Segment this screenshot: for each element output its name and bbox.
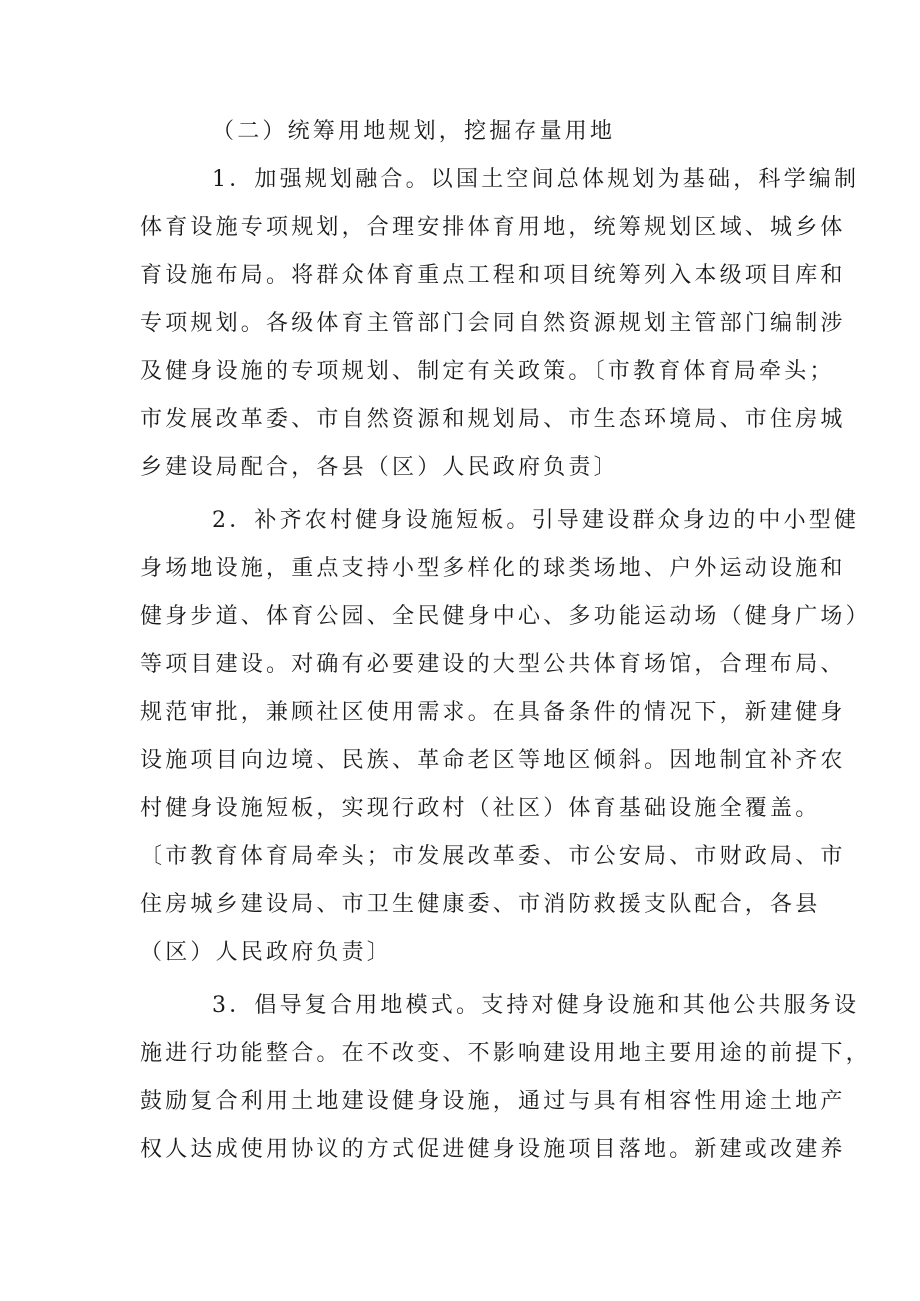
paragraph-3-line-4: 权人达成使用协议的方式促进健身设施项目落地。新建或改建养 — [140, 1137, 846, 1162]
paragraph-2-line-6: 设施项目向边境、民族、革命老区等地区倾斜。因地制宜补齐农 — [140, 748, 846, 773]
paragraph-3-line-2: 施进行功能整合。在不改变、不影响建设用地主要用途的前提下， — [140, 1041, 871, 1066]
paragraph-2-line-2: 身场地设施，重点支持小型多样化的球类场地、户外运动设施和 — [140, 556, 846, 581]
paragraph-1-line-2: 体育设施专项规划，合理安排体育用地，统筹规划区域、城乡体 — [140, 215, 846, 240]
paragraph-1-line-1: 1．加强规划融合。以国土空间总体规划为基础，科学编制 — [212, 167, 860, 192]
section-heading: （二）统筹用地规划，挖掘存量用地 — [212, 119, 616, 144]
paragraph-2-line-3: 健身步道、体育公园、全民健身中心、多功能运动场（健身广场） — [140, 604, 871, 629]
paragraph-1-line-6: 市发展改革委、市自然资源和规划局、市生态环境局、市住房城 — [140, 407, 846, 432]
paragraph-1-line-5: 及健身设施的专项规划、制定有关政策。〔市教育体育局牵头； — [140, 359, 835, 384]
paragraph-2-line-9: 住房城乡建设局、市卫生健康委、市消防救援支队配合，各县 — [140, 892, 821, 917]
paragraph-1-line-4: 专项规划。各级体育主管部门会同自然资源规划主管部门编制涉 — [140, 311, 846, 336]
paragraph-2-line-8: 〔市教育体育局牵头；市发展改革委、市公安局、市财政局、市 — [140, 844, 846, 869]
paragraph-3-line-1: 3．倡导复合用地模式。支持对健身设施和其他公共服务设 — [212, 993, 860, 1018]
paragraph-3-line-3: 鼓励复合利用土地建设健身设施，通过与具有相容性用途土地产 — [140, 1089, 846, 1114]
paragraph-2-line-4: 等项目建设。对确有必要建设的大型公共体育场馆，合理布局、 — [140, 652, 846, 677]
paragraph-2-line-5: 规范审批，兼顾社区使用需求。在具备条件的情况下，新建健身 — [140, 700, 846, 725]
paragraph-1-line-3: 育设施布局。将群众体育重点工程和项目统筹列入本级项目库和 — [140, 263, 846, 288]
paragraph-2-line-10: （区）人民政府负责〕 — [140, 940, 393, 965]
paragraph-2-line-1: 2．补齐农村健身设施短板。引导建设群众身边的中小型健 — [212, 508, 860, 533]
paragraph-1-line-7: 乡建设局配合，各县（区）人民政府负责〕 — [140, 455, 619, 480]
paragraph-2-line-7: 村健身设施短板，实现行政村（社区）体育基础设施全覆盖。 — [140, 796, 821, 821]
